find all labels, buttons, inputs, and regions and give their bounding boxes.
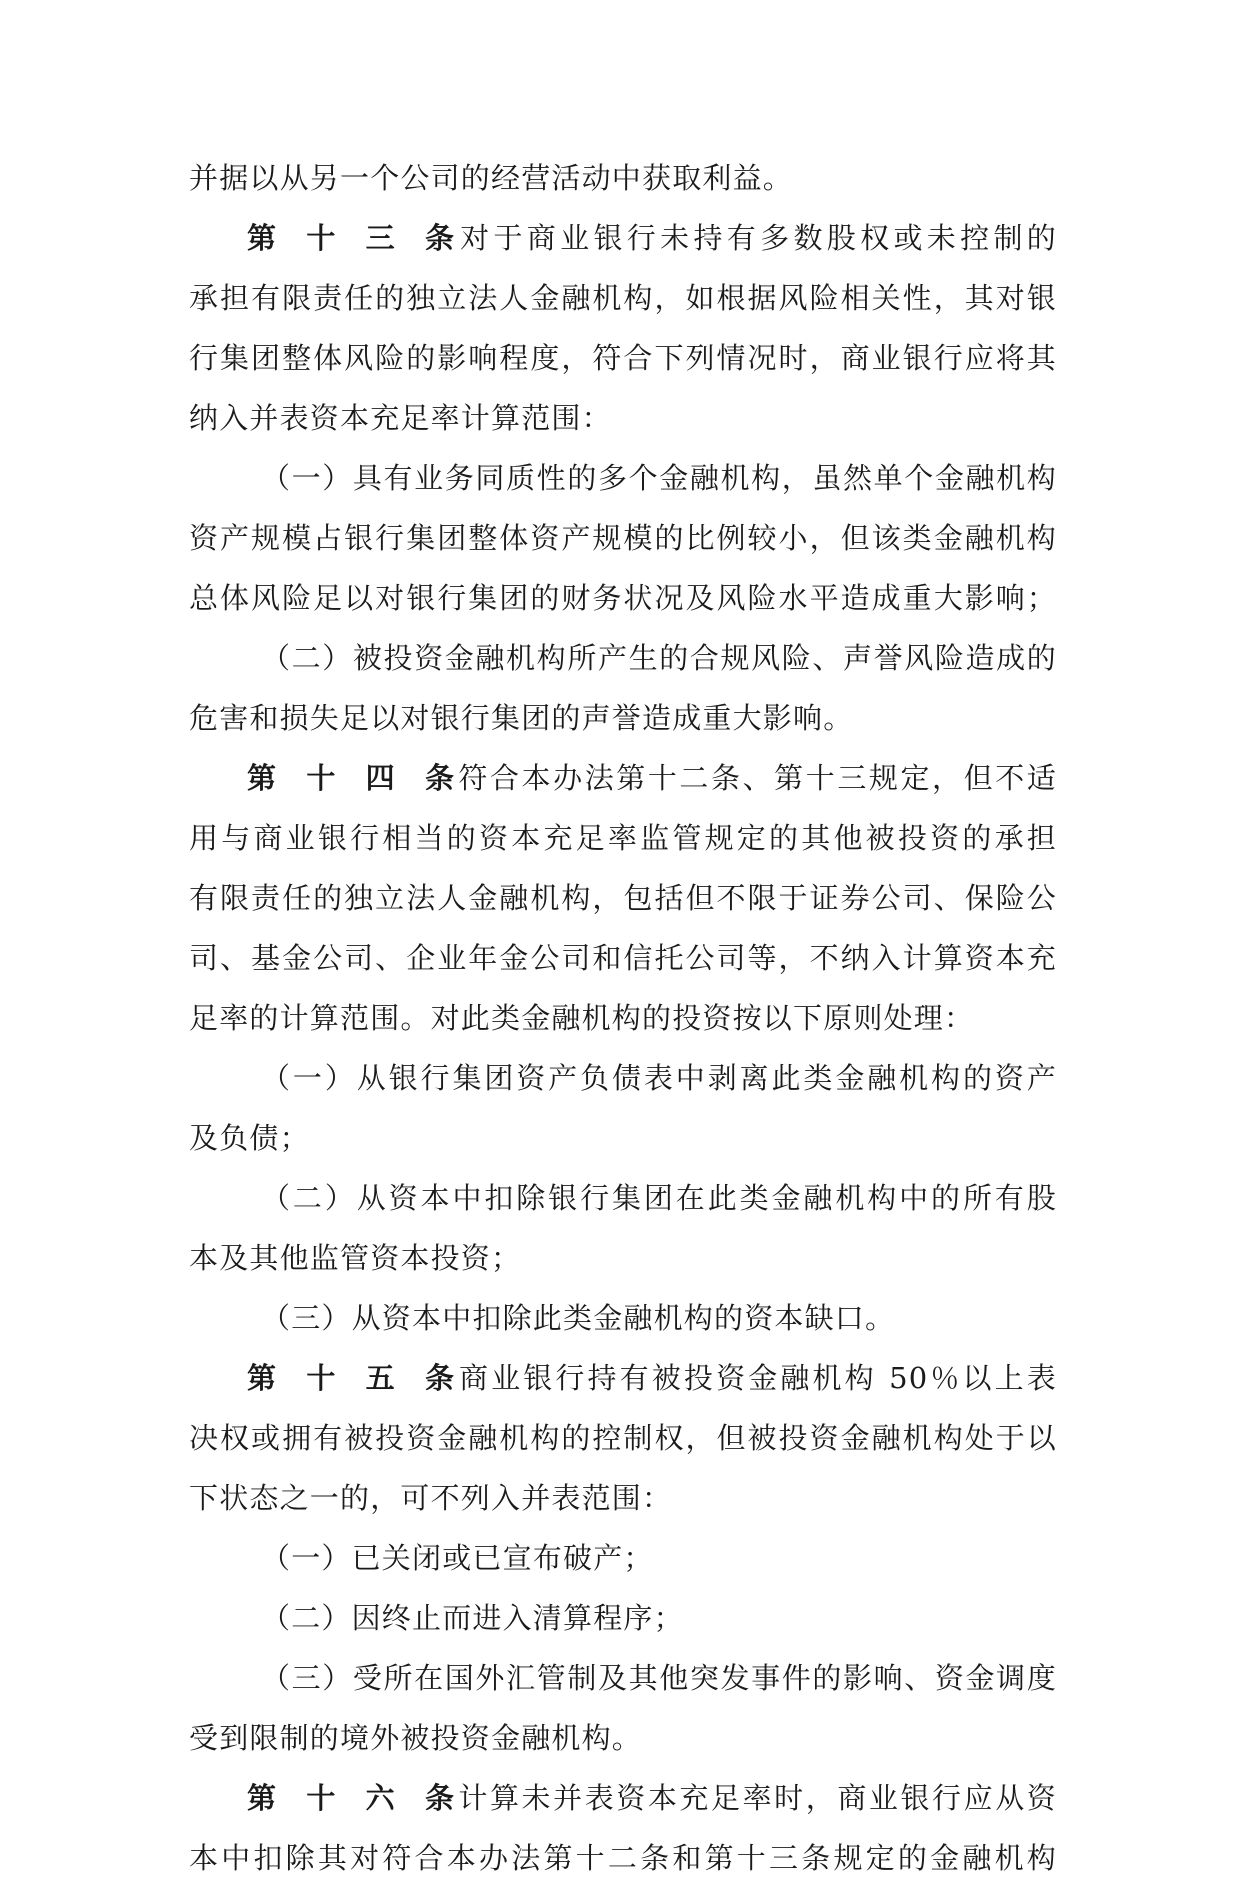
text-line: 资产规模占银行集团整体资产规模的比例较小，但该类金融机构: [189, 521, 1057, 555]
article-15-title: 第十五条: [247, 1361, 457, 1395]
text-line: 用与商业银行相当的资本充足率监管规定的其他被投资的承担: [189, 821, 1057, 855]
text-line: （二）从资本中扣除银行集团在此类金融机构中的所有股: [261, 1181, 1057, 1215]
text-line: 本中扣除其对符合本办法第十二条和第十三条规定的金融机构: [189, 1841, 1057, 1875]
text-line: 对于商业银行未持有多数股权或未控制的: [457, 221, 1057, 255]
article-14-title: 第十四条: [247, 761, 457, 795]
text-line: 有限责任的独立法人金融机构，包括但不限于证券公司、保险公: [189, 881, 1057, 915]
text-line: 决权或拥有被投资金融机构的控制权，但被投资金融机构处于以: [189, 1421, 1057, 1455]
text-line: 纳入并表资本充足率计算范围：: [189, 401, 612, 435]
text-line: 足率的计算范围。对此类金融机构的投资按以下原则处理：: [189, 1001, 975, 1035]
article-13-title: 第十三条: [247, 221, 457, 255]
text-line: （一）具有业务同质性的多个金融机构，虽然单个金融机构: [261, 461, 1057, 495]
article-14-first-line: [189, 748, 1057, 808]
text-line: 危害和损失足以对银行集团的声誉造成重大影响。: [189, 701, 854, 735]
text-line: 承担有限责任的独立法人金融机构，如根据风险相关性，其对银: [189, 281, 1057, 315]
text-line: 计算未并表资本充足率时，商业银行应从资: [457, 1781, 1057, 1815]
text-line: 本及其他监管资本投资；: [189, 1241, 522, 1275]
text-line: 受到限制的境外被投资金融机构。: [189, 1721, 643, 1755]
article-16-title: 第十六条: [247, 1781, 457, 1815]
article-16-first-line: [189, 1768, 1057, 1828]
text-line: 总体风险足以对银行集团的财务状况及风险水平造成重大影响；: [189, 581, 1057, 615]
text-line: 及负债；: [189, 1121, 310, 1155]
text-line: 行集团整体风险的影响程度，符合下列情况时，商业银行应将其: [189, 341, 1057, 375]
text-line: （三）从资本中扣除此类金融机构的资本缺口。: [261, 1301, 896, 1335]
text-line: 并据以从另一个公司的经营活动中获取利益。: [189, 161, 794, 195]
text-line: 符合本办法第十二条、第十三规定，但不适: [457, 761, 1057, 795]
text-line: （一）已关闭或已宣布破产；: [261, 1541, 654, 1575]
text-line: （一）从银行集团资产负债表中剥离此类金融机构的资产: [261, 1061, 1057, 1095]
text-line: 司、基金公司、企业年金公司和信托公司等，不纳入计算资本充: [189, 941, 1057, 975]
text-line: （三）受所在国外汇管制及其他突发事件的影响、资金调度: [261, 1661, 1057, 1695]
document-body: [189, 148, 1057, 1888]
text-line: （二）被投资金融机构所产生的合规风险、声誉风险造成的: [261, 641, 1057, 675]
article-15-first-line: [189, 1348, 1057, 1408]
article-13-first-line: [189, 208, 1057, 268]
text-line: 下状态之一的，可不列入并表范围：: [189, 1481, 673, 1515]
text-line: 商业银行持有被投资金融机构 50％以上表: [457, 1361, 1057, 1395]
text-line: （二）因终止而进入清算程序；: [261, 1601, 684, 1635]
